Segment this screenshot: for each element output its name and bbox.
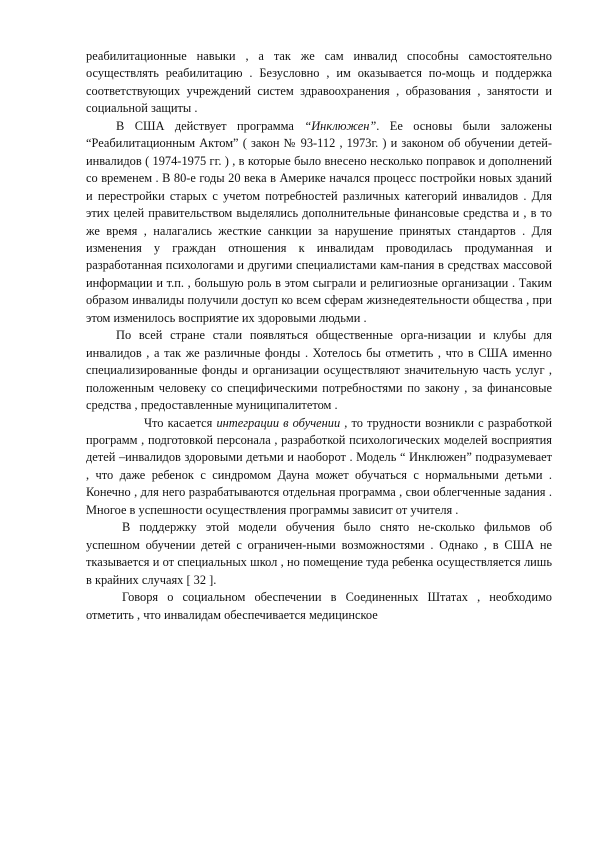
text-run: Говоря о социальном обеспечении в Соединенных Штатах , необходимо отметить , что инвалидам обеспечивается медицинское <box>86 590 552 622</box>
text-run: В поддержку этой модели обучения было снято не-сколько фильмов об успешном обучении детей с ограничен-ными возможностями . Однако , в США не тказывается и от специальных школ , но помещение туда ребенка осуществляется лишь в крайних случаях [ 32 ]. <box>86 520 552 587</box>
text-run: По всей стране стали появляться общественные орга-низации и клубы для инвалидов , а так же различные фонды . Хотелось бы отметить , что в США именно специализированные фонды и организации осуществляют значительную часть услуг , положенным человеку со специфическими потребностями по закону , за финансовые средства , предоставленные муниципалитетом . <box>86 328 552 413</box>
paragraph-social-security <box>86 589 552 624</box>
paragraph-inclusion-program <box>86 118 552 327</box>
text-run: В США действует программа <box>116 118 305 133</box>
paragraph-films-support <box>86 519 552 589</box>
text-run: реабилитационные навыки , а так же сам инвалид способны самостоятельно осуществлять реабилитацию . Безусловно , им оказывается по-мощь и поддержка соответствующих учреждений систем здравоохранения , образования , занятости и социальной защиты . <box>86 49 552 116</box>
body-text <box>86 48 552 624</box>
text-run: . Ее основы были заложены “Реабилитационным Актом” ( закон № 93-112 , 1973г. ) и законом об обучении детей-инвалидов ( 1974-1975 гг. ) , в которые было внесено несколько поправок и дополнений со временем . В 80-е годы 20 века в Америке начался процесс постройки новых зданий и перестройки старых с учетом потребностей различных категорий инвалидов . Для этих целей правительством выделялись дополнительные финансовые средства и , в то же время , налагались жесткие санкции за нарушение принятых стандартов . Для изменения у граждан отношения к инвалидам проводилась продуманная и разработанная психологами и другими специалистами кам-пания в средствах массовой информации и т.п. , большую роль в этом сыграли и религиозные организации . Таким образом инвалиды получили доступ ко всем сферам жизнедеятельности общества , при этом изменилось восприятие их здоровыми людьми . <box>86 118 553 325</box>
paragraph-integration-education <box>86 415 552 520</box>
paragraph-organizations <box>86 327 552 414</box>
paragraph-rehabilitation <box>86 48 552 118</box>
text-run: Что касается <box>144 415 217 430</box>
italic-term-inclusion: “Инклюжен” <box>304 118 377 133</box>
italic-term-integration: интеграции в обучении <box>216 415 341 430</box>
text-run: , то трудности возникли с разработкой программ , подготовкой персонала , разработкой психологических моделей восприятия детей –инвалидов здоровыми детьми и наоборот . Модель “ Инклюжен” подразумевает , что даже ребенок с синдромом Дауна может обучаться с нормальными детьми . Конечно , для него разрабатываются отдельная программа , свои облегченные задания . Многое в успешности осуществления программы зависит от учителя . <box>86 415 552 517</box>
